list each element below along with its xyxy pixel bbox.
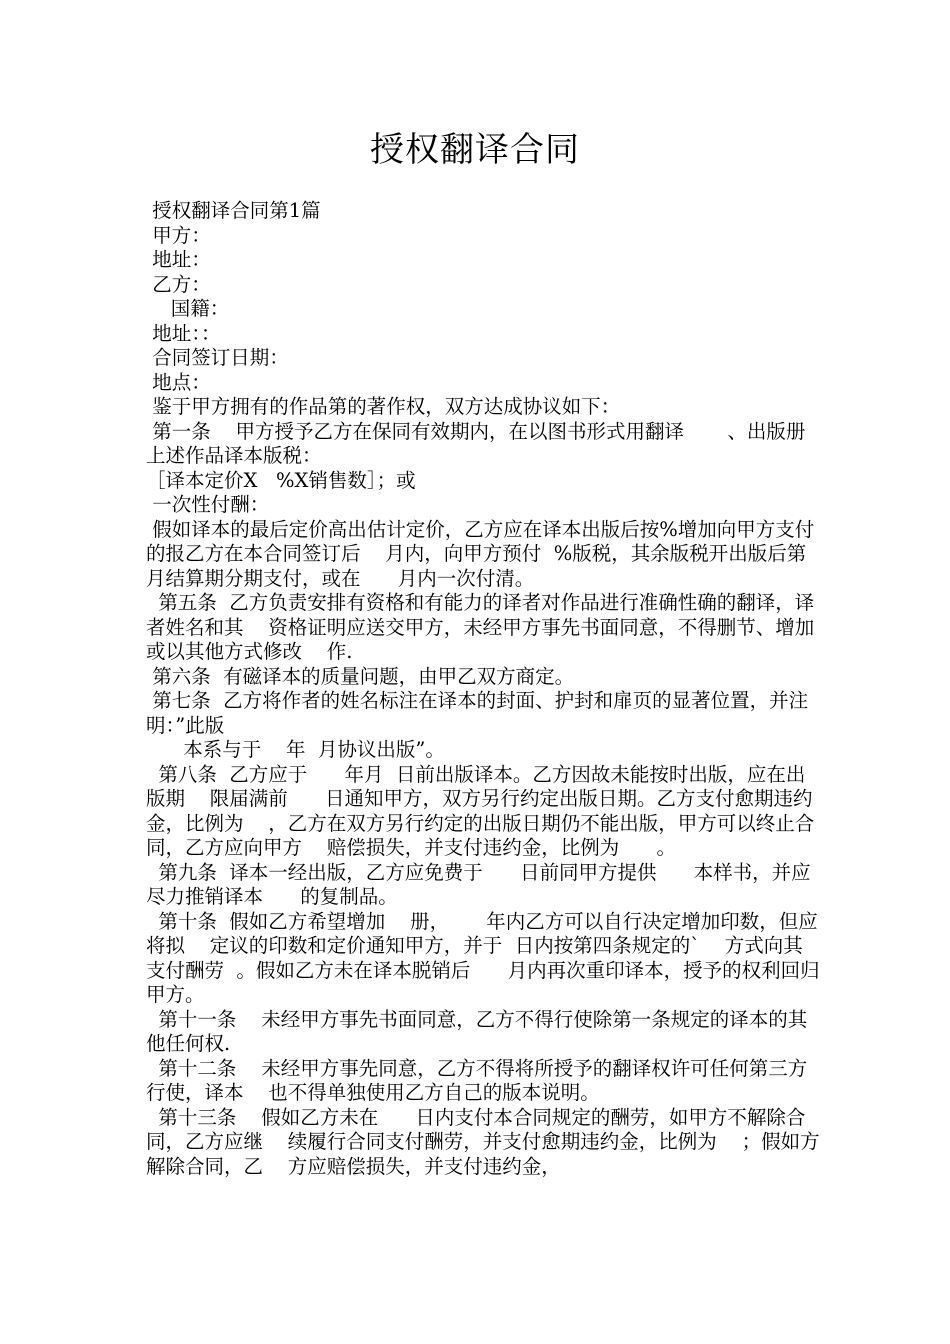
paragraph: 第一条 甲方授予乙方在保同有效期内，在以图书形式用翻译 、出版册上述作品译本版税： [146, 419, 806, 467]
paragraph: 合同签订日期： [146, 346, 289, 369]
paragraph: 一次性付酬： [146, 493, 270, 516]
paragraph: 第十三条 假如乙方未在 日内支付本合同规定的酬劳，如甲方不解除合同，乙方应继 续履行合同支付酬劳，并支付愈期违约金，比例为 ；假如方解除合同，乙 方应赔偿损失，并支付违约金， [146, 1105, 820, 1178]
paragraph: 第九条 译本一经出版，乙方应免费于 日前同甲方提供 本样书，并应尽力推销译本 的复制品。 [146, 860, 811, 908]
paragraph: 假如译本的最后定价高出估计定价，乙方应在译本出版后按%增加向甲方支付的报乙方在本合同签订后 月内，向甲方预付 %版税，其余版税开出版后第 月结算期分期支付，或在 月内一次付清。 [146, 517, 832, 590]
paragraph: 地址：： [146, 321, 221, 345]
paragraph: 地点： [146, 370, 211, 394]
paragraph: 地址： [146, 248, 211, 271]
paragraph: 第十条 假如乙方希望增加 册， 年内乙方可以自行决定增加印数，但应将拟 定议的印数和定价通知甲方，并于 日内按第四条规定的` 方式向其支付酬劳 。假如乙方未在译本脱销后 月内再次重印译本，授予的权利回归甲方。 [146, 909, 820, 1006]
paragraph: 第六条 有磁译本的质量问题，由甲乙双方商定。 [146, 664, 575, 688]
paragraph: 第七条 乙方将作者的姓名标注在译本的封面、护封和扉页的显著位置，并注明：”此版 [146, 689, 809, 737]
paragraph: 授权翻译合同第1篇 [146, 199, 321, 222]
document-body [146, 199, 832, 1179]
paragraph: 甲方： [146, 223, 211, 247]
paragraph: ［译本定价X %X销售数］；或 [146, 468, 416, 492]
paragraph: 第十二条 未经甲方事先同意，乙方不得将所授予的翻译权许可任何第三方行使，译本 也不得单独使用乙方自己的版本说明。 [146, 1056, 808, 1104]
paragraph: 第八条 乙方应于 年月 日前出版译本。乙方因故未能按时出版，应在出版期 限届满前 日通知甲方，双方另行约定出版日期。乙方支付愈期违约金，比例为 ，乙方在双方另行约定的出版日期仍不能出版，甲方可以终止合同，乙方应向甲方 赔偿损失，并支付违约金，比例为 。 [146, 762, 815, 859]
paragraph: 国籍： [146, 297, 230, 320]
paragraph: 鉴于甲方拥有的作品第的著作权，双方达成协议如下： [146, 395, 621, 418]
paragraph: 第十一条 未经甲方事先书面同意，乙方不得行使除第一条规定的译本的其他任何权. [146, 1007, 808, 1055]
paragraph: 乙方： [146, 272, 211, 296]
paragraph: 第五条 乙方负责安排有资格和有能力的译者对作品进行准确性确的翻译，译者姓名和其 资格证明应送交甲方，未经甲方事先书面同意，不得删节、增加或以其他方式修改 作. [146, 591, 815, 663]
paragraph: 本系与于 年 月协议出版”。 [146, 738, 445, 761]
document-title: 授权翻译合同 [370, 130, 580, 170]
